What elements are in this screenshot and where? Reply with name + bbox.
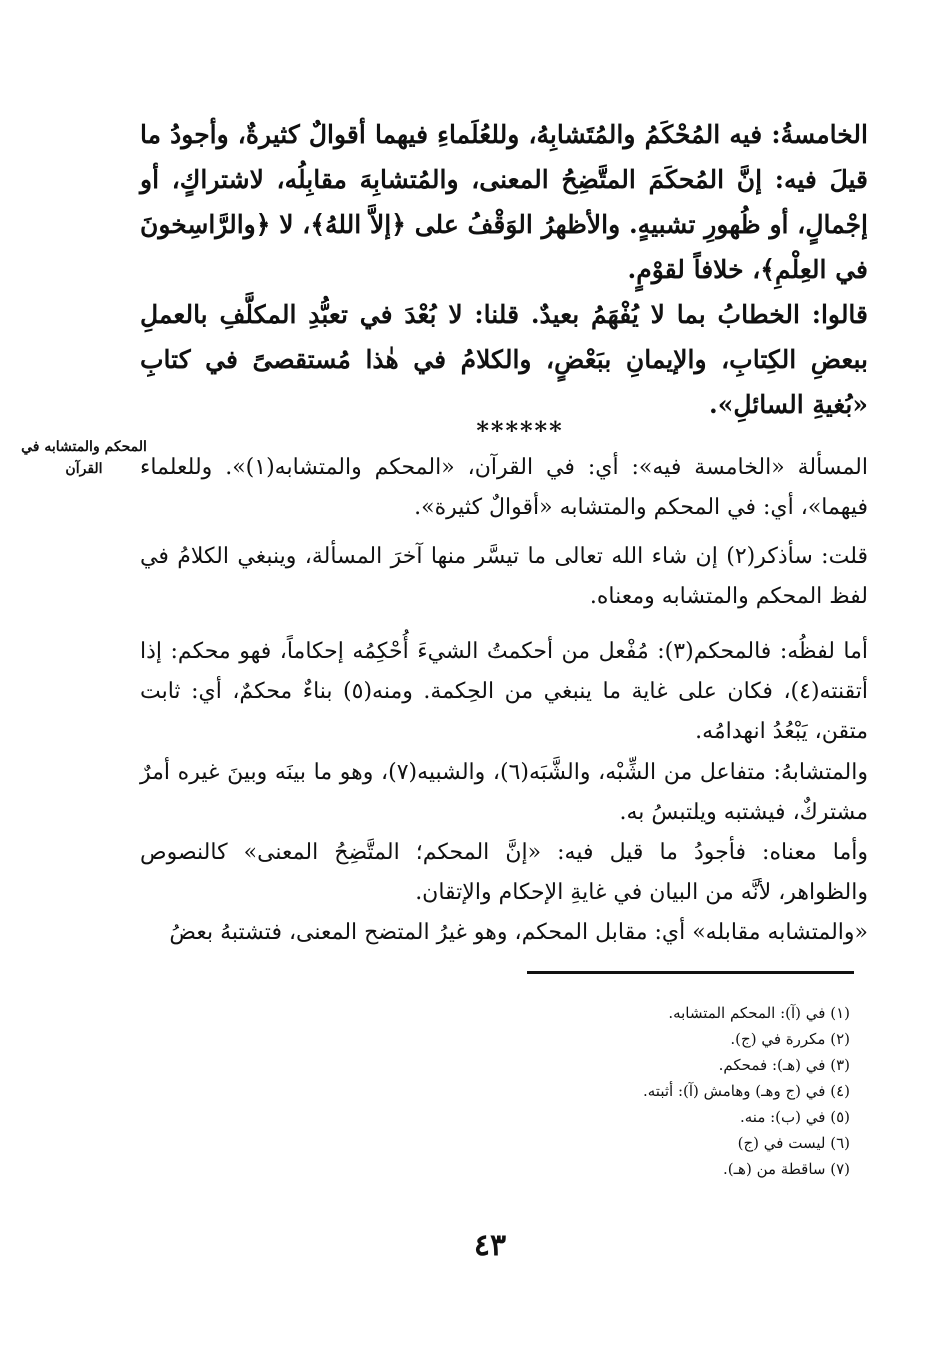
footnote-3: (٣) في (هـ): فمحكم. xyxy=(718,1056,850,1074)
sharh-paragraph-5: وأما معناه: فأجودُ ما قيل فيه: «إنَّ المحكم؛ المتَّضِحُ المعنى» كالنصوص والظواهر، لأنَّه من البيان في غايةِ الإحكام والإتقان. xyxy=(140,840,868,905)
footnotes xyxy=(300,1000,850,1182)
matn-paragraph-1: الخامسةُ: فيه المُحْكَمُ والمُتَشابِهُ، وللعُلَماءِ فيهما أقوالٌ كثيرةٌ، وأجودُ ما قيلَ فيه: إنَّ المُحكَمَ المتَّضِحُ المعنى، والمُتشابِهَ مقابِلُه، لاشتراكٍ، أو إجْمالٍ، أو ظُهورِ تشبيهٍ. والأظهرُ الوَقْفُ على ﴿إلاَّ اللهُ﴾، لا ﴿والرَّاسِخونَ في العِلْمِ﴾، خلافاً لقوْمٍ. xyxy=(140,120,868,284)
sharh-paragraph-6: «والمتشابه مقابله» أي: مقابل المحكم، وهو غيرُ المتضح المعنى، فتشتبهُ بعضُ xyxy=(169,920,868,945)
sharh-paragraph-4: والمتشابهُ: متفاعل من الشِّبْه، والشَّبَه(٦)، والشبيه(٧)، وهو ما بينَه وبينَ غيره أمرٌ مشتركٌ، فيشتبه ويلتبسُ به. xyxy=(140,760,868,825)
sharh-paragraph-3: أما لفظُه: فالمحكم(٣): مُفْعل من أحكمتُ الشيءَ أُحْكِمُه إحكاماً، فهو محكم: إذا أتقنته(٤)، فكان على غاية ما ينبغي من الحِكمة. ومنه(٥) بناءٌ محكمٌ، أي: ثابت متقن، يَبْعُدُ انهدامُه. xyxy=(140,639,869,744)
footnote-divider xyxy=(527,971,854,974)
matn-paragraph-2: قالوا: الخطابُ بما لا يُفْهَمُ بعيدٌ. قلنا: لا بُعْدَ في تعبُّدِ المكلَّفِ بالعملِ ببعضِ الكِتابِ، والإيمانِ ببَعْضٍ، والكلامُ في هٰذا مُستقصىً في كتابِ «بُغيةِ السائلِ». xyxy=(140,300,868,419)
section-separator: ****** xyxy=(476,416,564,445)
sharh-paragraph-2: قلت: سأذكر(٢) إن شاء الله تعالى ما تيسَّر منها آخرَ المسألة، وينبغي الكلامُ في لفظ المحكم والمتشابه ومعناه. xyxy=(140,544,868,609)
sharh-paragraph-1: المسألة «الخامسة فيه»: أي: في القرآن، «المحكم والمتشابه(١)». وللعلماء فيهما»، أي: في المحكم والمتشابه «أقوالٌ كثيرة». xyxy=(140,455,868,520)
footnote-6: (٦) ليست في (ج) xyxy=(737,1134,850,1152)
page-number: ٤٣ xyxy=(473,1228,507,1263)
footnote-1: (١) في (آ): المحكم المتشابه. xyxy=(668,1004,850,1022)
footnote-7: (٧) ساقطة من (هـ). xyxy=(723,1160,850,1178)
margin-note: المحكم والمتشابه في القرآن xyxy=(21,439,147,477)
footnote-4: (٤) في (ج وهـ) وهامش (آ): أثبته. xyxy=(642,1082,850,1100)
footnote-5: (٥) في (ب): منه. xyxy=(739,1108,850,1126)
footnote-2: (٢) مكررة في (ج). xyxy=(730,1030,850,1048)
